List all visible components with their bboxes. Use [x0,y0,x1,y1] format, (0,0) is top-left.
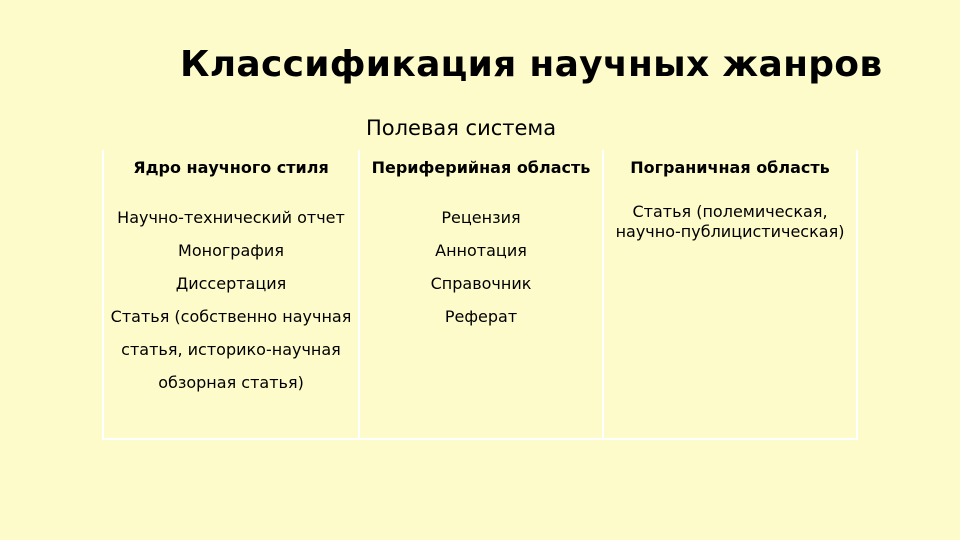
list-item: Реферат [444,307,518,326]
list-item: Статья (полемическая, [632,202,828,221]
column-header-periphery: Периферийная область [371,158,591,177]
column-header-border: Пограничная область [630,158,830,177]
column-header-core: Ядро научного стиля [133,158,329,177]
column-periphery [360,150,604,438]
list-item: Статья (собственно научная [110,307,352,326]
list-item: Рецензия [441,208,521,227]
list-item: Научно-технический отчет [117,208,345,227]
genre-table [102,150,858,440]
column-border [604,150,858,438]
list-item: Диссертация [175,274,287,293]
list-item: статья, историко-научная [121,340,341,359]
list-item: Аннотация [435,241,527,260]
list-item: Монография [178,241,284,260]
column-core [102,150,360,438]
list-item: научно-публицистическая) [615,222,845,241]
list-item: обзорная статья) [158,373,304,392]
slide-subtitle: Полевая система [366,116,557,140]
slide-title: Классификация научных жанров [180,44,883,85]
list-item: Справочник [430,274,532,293]
